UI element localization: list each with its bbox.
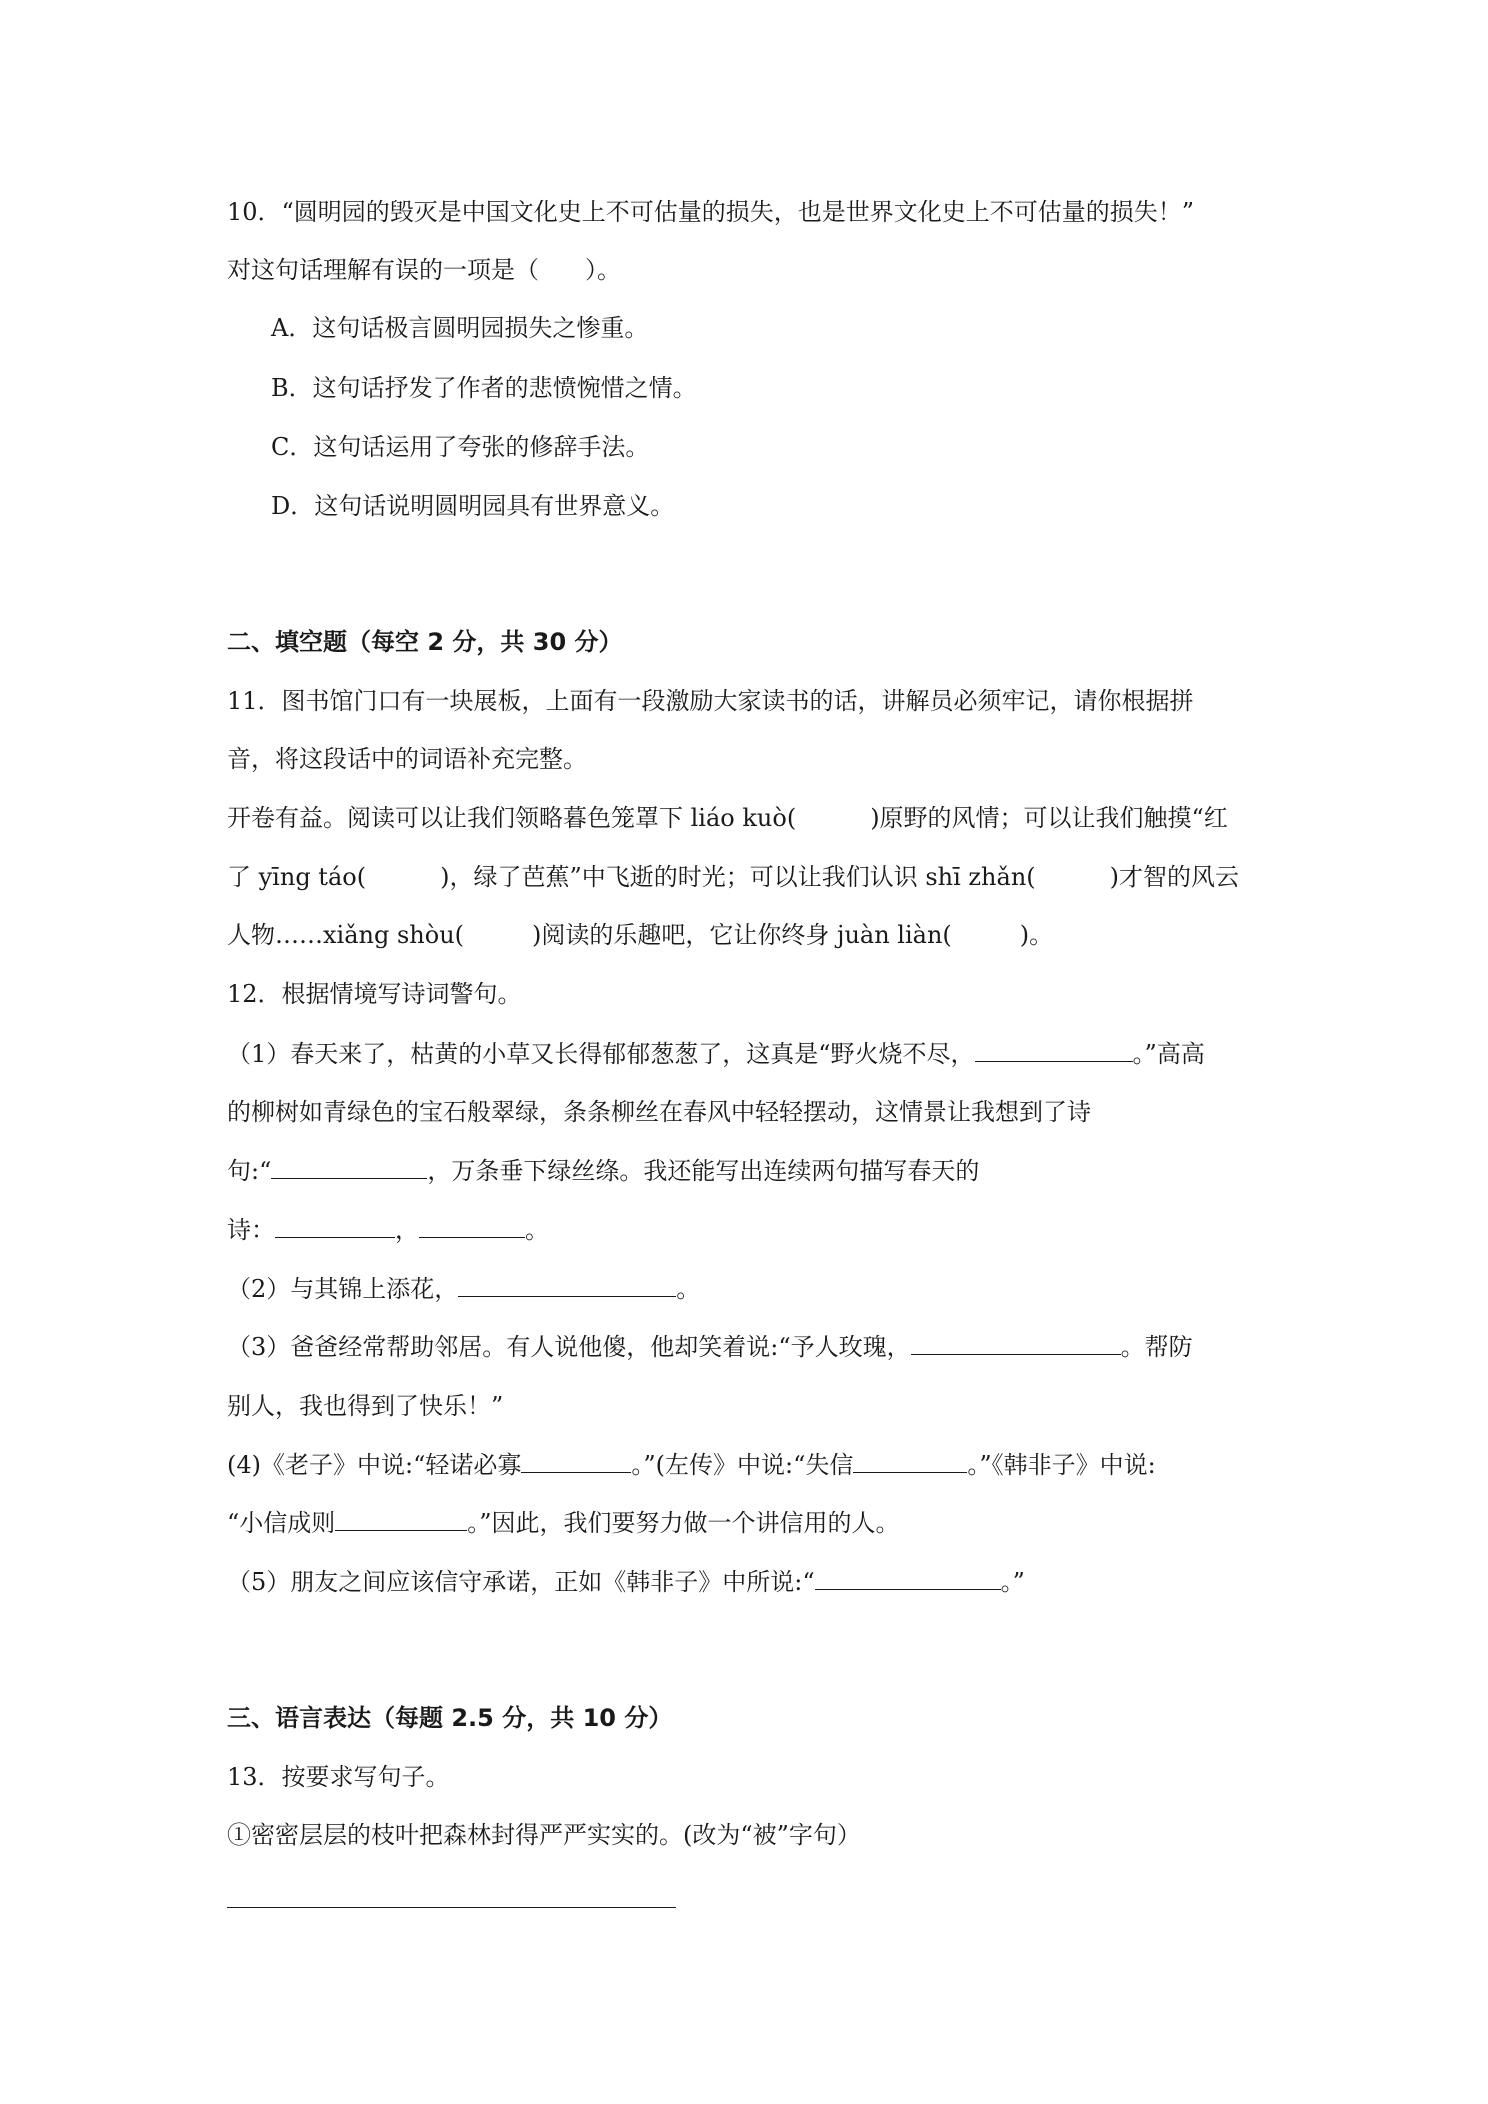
q12-part5: （5）朋友之间应该信守承诺，正如《韩非子》中所说:“ 。”	[227, 1568, 1025, 1596]
q12-part3-line2: 别人，我也得到了快乐！”	[227, 1392, 504, 1420]
blank[interactable]	[911, 1332, 1121, 1355]
q10-option-d: D．这句话说明圆明园具有世界意义。	[271, 492, 675, 520]
section-3-heading: 三、语言表达（每题 2.5 分，共 10 分）	[227, 1704, 673, 1732]
q12-part1-line2: 的柳树如青绿色的宝石般翠绿，条条柳丝在春风中轻轻摆动，这情景让我想到了诗	[227, 1098, 1091, 1126]
q12-part4-line1: (4)《老子》中说:“轻诺必寡 。”(左传》中说:“失信 。”《韩非子》中说:	[227, 1451, 1156, 1479]
q12-part3-line1: （3）爸爸经常帮助邻居。有人说他傻，他却笑着说:“予人玫瑰， 。帮防	[227, 1333, 1193, 1361]
answer-line[interactable]	[227, 1907, 676, 1908]
blank[interactable]	[275, 1215, 395, 1238]
q10-option-b: B．这句话抒发了作者的悲愤惋惜之情。	[271, 374, 697, 402]
q11-passage-line1: 开卷有益。阅读可以让我们领略暮色笼罩下 liáo kuò( )原野的风情；可以让我们触摸“红	[227, 804, 1228, 832]
q10-stem-line1: 10．“圆明园的毁灭是中国文化史上不可估量的损失，也是世界文化史上不可估量的损失！”	[227, 198, 1195, 226]
q11-passage-line2: 了 yīng táo( )，绿了芭蕉”中飞逝的时光；可以让我们认识 shī zhǎn( )才智的风云	[227, 863, 1240, 891]
q12-part1-line4: 诗： ， 。	[227, 1216, 549, 1244]
q12-part2: （2）与其锦上添花， 。	[227, 1275, 701, 1303]
blank[interactable]	[271, 1156, 427, 1179]
q12-part1-line3: 句:“ ，万条垂下绿丝绦。我还能写出连续两句描写春天的	[227, 1157, 980, 1185]
section-2-heading: 二、填空题（每空 2 分，共 30 分）	[227, 628, 623, 656]
blank[interactable]	[458, 1274, 676, 1297]
q13-title: 13．按要求写句子。	[227, 1763, 450, 1791]
blank[interactable]	[815, 1567, 1001, 1590]
q12-part4-line2: “小信成则 。”因此，我们要努力做一个讲信用的人。	[227, 1509, 900, 1537]
q10-option-a: A．这句话极言圆明园损失之惨重。	[271, 314, 649, 342]
blank[interactable]	[335, 1508, 467, 1531]
blank[interactable]	[419, 1215, 525, 1238]
q10-stem-line2: 对这句话理解有误的一项是（ ）。	[227, 256, 621, 284]
q11-stem-line1: 11．图书馆门口有一块展板，上面有一段激励大家读书的话，讲解员必须牢记，请你根据拼	[227, 687, 1194, 715]
q11-passage-line3: 人物……xiǎng shòu( )阅读的乐趣吧，它让你终身 juàn liàn( )。	[227, 921, 1054, 949]
q13-item1: ①密密层层的枝叶把森林封得严严实实的。(改为“被”字句）	[227, 1821, 861, 1849]
q12-part1-line1: （1）春天来了，枯黄的小草又长得郁郁葱葱了，这真是“野火烧不尽， 。”高高	[227, 1040, 1205, 1068]
blank[interactable]	[521, 1450, 631, 1473]
blank[interactable]	[975, 1039, 1133, 1062]
q10-option-c: C．这句话运用了夸张的修辞手法。	[271, 433, 650, 461]
blank[interactable]	[853, 1450, 967, 1473]
q12-title: 12．根据情境写诗词警句。	[227, 980, 522, 1008]
q11-stem-line2: 音，将这段话中的词语补充完整。	[227, 745, 587, 773]
